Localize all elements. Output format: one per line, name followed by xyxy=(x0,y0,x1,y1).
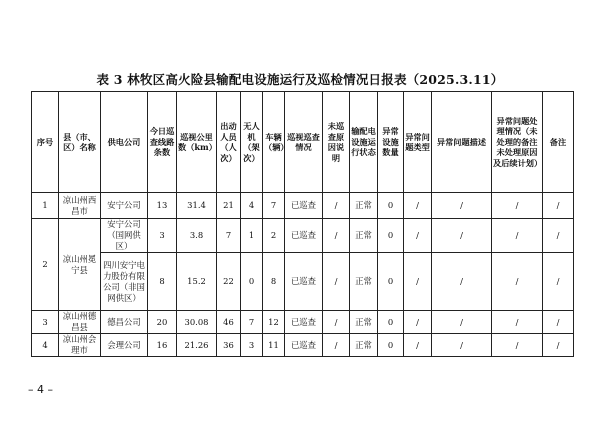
drone-count: 7 xyxy=(241,311,263,334)
header-cell: 序号 xyxy=(32,92,59,193)
no-patrol-reason: / xyxy=(323,311,350,334)
remark: / xyxy=(543,311,574,334)
abnormal-count: 0 xyxy=(378,253,404,311)
county-name: 凉山州德昌县 xyxy=(59,311,101,334)
power-company: 安宁公司（国网供区） xyxy=(101,219,148,253)
drone-count: 1 xyxy=(241,219,263,253)
staff-count: 36 xyxy=(217,334,241,357)
abnormal-description: / xyxy=(432,253,492,311)
table-row xyxy=(32,219,574,253)
abnormal-count: 0 xyxy=(378,219,404,253)
header-cell: 异常设施数量 xyxy=(378,92,404,193)
vehicle-count: 11 xyxy=(263,334,285,357)
abnormal-handling: / xyxy=(492,311,543,334)
facility-state: 正常 xyxy=(350,311,378,334)
table-title: 表 3 林牧区高火险县输配电设施运行及巡检情况日报表（2025.3.11） xyxy=(96,72,504,87)
header-cell: 今日巡查线路条数 xyxy=(148,92,177,193)
header-cell: 异常问题类型 xyxy=(404,92,432,193)
header-cell: 车辆（辆） xyxy=(263,92,285,193)
facility-state: 正常 xyxy=(350,253,378,311)
patrol-status: 已巡查 xyxy=(285,334,323,357)
vehicle-count: 7 xyxy=(263,193,285,219)
page-number: – 4 – xyxy=(28,383,53,396)
remark: / xyxy=(543,253,574,311)
row-number: 1 xyxy=(32,193,59,219)
staff-count: 46 xyxy=(217,311,241,334)
report-table xyxy=(31,91,574,357)
patrol-km: 21.26 xyxy=(177,334,217,357)
abnormal-handling: / xyxy=(492,334,543,357)
vehicle-count: 12 xyxy=(263,311,285,334)
lines-count: 3 xyxy=(148,219,177,253)
abnormal-description: / xyxy=(432,219,492,253)
remark: / xyxy=(543,219,574,253)
abnormal-count: 0 xyxy=(378,193,404,219)
power-company: 德昌公司 xyxy=(101,311,148,334)
header-cell: 未巡查原因说明 xyxy=(323,92,350,193)
header-cell: 输配电设施运行状态 xyxy=(350,92,378,193)
county-name: 凉山州会理市 xyxy=(59,334,101,357)
header-cell: 异常问题描述 xyxy=(432,92,492,193)
facility-state: 正常 xyxy=(350,219,378,253)
staff-count: 21 xyxy=(217,193,241,219)
no-patrol-reason: / xyxy=(323,253,350,311)
abnormal-count: 0 xyxy=(378,311,404,334)
abnormal-type: / xyxy=(404,193,432,219)
vehicle-count: 8 xyxy=(263,253,285,311)
lines-count: 13 xyxy=(148,193,177,219)
abnormal-handling: / xyxy=(492,193,543,219)
patrol-status: 已巡查 xyxy=(285,311,323,334)
staff-count: 7 xyxy=(217,219,241,253)
table-row xyxy=(32,193,574,219)
table-row xyxy=(32,253,574,311)
remark: / xyxy=(543,193,574,219)
table-row xyxy=(32,334,574,357)
abnormal-type: / xyxy=(404,334,432,357)
drone-count: 0 xyxy=(241,253,263,311)
patrol-status: 已巡查 xyxy=(285,253,323,311)
abnormal-type: / xyxy=(404,311,432,334)
header-cell: 无人机（架次） xyxy=(241,92,263,193)
drone-count: 3 xyxy=(241,334,263,357)
patrol-status: 已巡查 xyxy=(285,219,323,253)
abnormal-count: 0 xyxy=(378,334,404,357)
facility-state: 正常 xyxy=(350,334,378,357)
patrol-km: 15.2 xyxy=(177,253,217,311)
facility-state: 正常 xyxy=(350,193,378,219)
row-number: 2 xyxy=(32,219,59,311)
abnormal-description: / xyxy=(432,311,492,334)
abnormal-handling: / xyxy=(492,253,543,311)
no-patrol-reason: / xyxy=(323,219,350,253)
abnormal-description: / xyxy=(432,334,492,357)
no-patrol-reason: / xyxy=(323,193,350,219)
header-cell: 出动人员（人次） xyxy=(217,92,241,193)
lines-count: 8 xyxy=(148,253,177,311)
county-name: 凉山州西昌市 xyxy=(59,193,101,219)
row-number: 4 xyxy=(32,334,59,357)
lines-count: 20 xyxy=(148,311,177,334)
lines-count: 16 xyxy=(148,334,177,357)
remark: / xyxy=(543,334,574,357)
header-cell: 异常问题处理情况（未处理的备注未处理原因及后续计划） xyxy=(492,92,543,193)
abnormal-type: / xyxy=(404,219,432,253)
power-company: 安宁公司 xyxy=(101,193,148,219)
power-company: 会理公司 xyxy=(101,334,148,357)
table-row xyxy=(32,311,574,334)
header-cell: 供电公司 xyxy=(101,92,148,193)
header-row xyxy=(32,92,574,193)
abnormal-type: / xyxy=(404,253,432,311)
staff-count: 22 xyxy=(217,253,241,311)
no-patrol-reason: / xyxy=(323,334,350,357)
patrol-km: 3.8 xyxy=(177,219,217,253)
vehicle-count: 2 xyxy=(263,219,285,253)
patrol-km: 31.4 xyxy=(177,193,217,219)
row-number: 3 xyxy=(32,311,59,334)
header-cell: 巡视巡查情况 xyxy=(285,92,323,193)
abnormal-description: / xyxy=(432,193,492,219)
abnormal-handling: / xyxy=(492,219,543,253)
county-name: 凉山州冕宁县 xyxy=(59,219,101,311)
header-cell: 备注 xyxy=(543,92,574,193)
header-cell: 县（市、区）名称 xyxy=(59,92,101,193)
header-cell: 巡视公里数（km） xyxy=(177,92,217,193)
patrol-km: 30.08 xyxy=(177,311,217,334)
drone-count: 4 xyxy=(241,193,263,219)
patrol-status: 已巡查 xyxy=(285,193,323,219)
power-company: 四川安宁电力股份有限公司（非国网供区） xyxy=(101,253,148,311)
